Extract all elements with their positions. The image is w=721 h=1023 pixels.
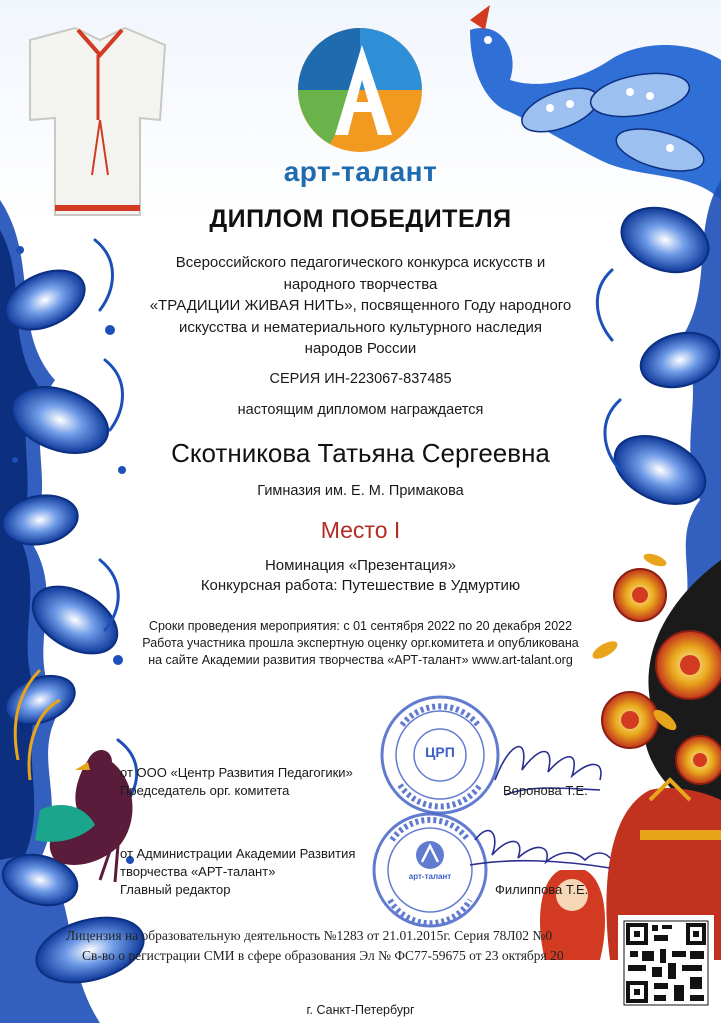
logo-wordmark: арт-талант (283, 156, 438, 187)
city: г. Санкт-Петербург (306, 1003, 415, 1017)
event-details (120, 618, 601, 669)
details-line: на сайте Академии развития творчества «АРТ-талант» www.art-talant.org (148, 653, 573, 667)
left-gzhel-border (0, 200, 151, 1023)
contest-line: искусства и нематериального культурного наследия (178, 318, 542, 336)
qr-code-icon (618, 915, 714, 1011)
signature-block-2 (120, 845, 355, 899)
competition-work: Конкурсная работа: Путешествие в Удмуртию (200, 577, 521, 594)
diploma-series: СЕРИЯ ИН-223067-837485 (269, 371, 452, 387)
signature-org: от Администрации Академии Развития (120, 846, 356, 861)
signature-person-2: Филиппова Т.Е. (495, 882, 589, 897)
signature-person-1: Воронова Т.Е. (503, 783, 588, 798)
stamp-art-talant (374, 814, 486, 926)
nomination: Номинация «Презентация» (264, 557, 457, 574)
license-line: Лицензия на образовательную деятельность №1283 от 21.01.2015г. Серия 78Л02 №0 (66, 928, 553, 943)
contest-line: «ТРАДИЦИИ ЖИВАЯ НИТЬ», посвященного Году народного (149, 297, 572, 314)
signature-role: Председатель орг. комитета (120, 783, 290, 798)
contest-line: народного творчества (283, 275, 438, 293)
stamp-crp-text: ЦРП (425, 744, 455, 760)
nomination-block (0, 556, 721, 596)
signature-org: творчества «АРТ-талант» (120, 864, 276, 879)
right-gzhel-border (597, 180, 721, 620)
signature-block-1 (120, 764, 353, 800)
contest-line: народов России (304, 340, 417, 357)
awarded-text: настоящим дипломом награждается (237, 402, 484, 418)
registration-line: Св-во о регистрации СМИ в сфере образования Эл № ФС77-59675 от 23 октября 20 (82, 948, 564, 963)
place-award: Место I (320, 517, 401, 543)
stamp-art-talant-text: арт-талант (408, 872, 452, 881)
recipient-school: Гимназия им. Е. М. Примакова (257, 483, 464, 499)
signature-filippova (470, 831, 610, 868)
details-line: Сроки проведения мероприятия: с 01 сентября 2022 по 20 декабря 2022 (148, 619, 573, 633)
signature-org: от ООО «Центр Развития Педагогики» (120, 765, 353, 780)
signature-role: Главный редактор (120, 882, 231, 897)
details-line: Работа участника прошла экспертную оценку орг.комитета и опубликована (142, 636, 579, 650)
recipient-name: Скотникова Татьяна Сергеевна (171, 438, 550, 468)
contest-line: Всероссийского педагогического конкурса искусств и (175, 254, 546, 271)
contest-description (130, 252, 591, 360)
diploma-title: ДИПЛОМ ПОБЕДИТЕЛЯ (209, 205, 512, 233)
art-talant-logo-icon (298, 28, 422, 152)
